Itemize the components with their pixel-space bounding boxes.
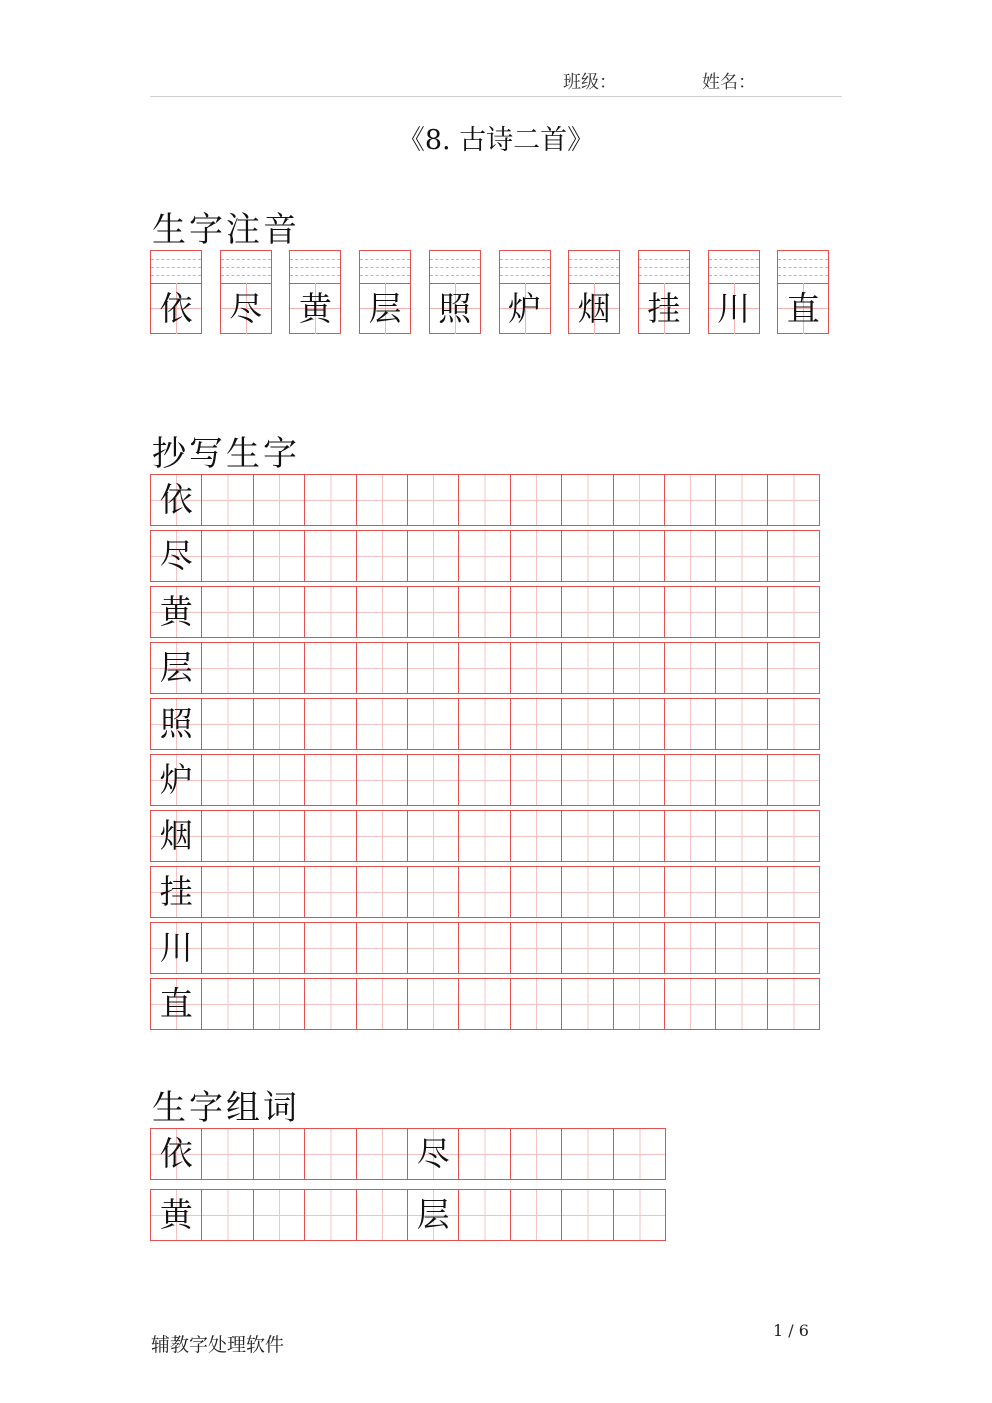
pinyin-character: 川 [709,283,759,334]
writing-cell[interactable] [202,1190,253,1240]
writing-cell[interactable] [768,587,819,637]
model-character-cell[interactable]: 尽 [151,531,202,581]
writing-cell[interactable] [768,755,819,805]
writing-cell[interactable] [408,755,459,805]
writing-cell[interactable] [459,587,510,637]
writing-cell[interactable] [716,643,767,693]
pinyin-writing-lines [221,251,271,284]
writing-cell[interactable] [614,531,665,581]
writing-cell[interactable] [665,867,716,917]
writing-cell[interactable] [459,475,510,525]
section-title-pinyin: 生字注音 [152,210,300,250]
writing-cell[interactable] [357,699,408,749]
writing-cell[interactable] [305,1190,356,1240]
writing-cell[interactable] [511,531,562,581]
writing-cell[interactable] [665,643,716,693]
writing-cell[interactable] [408,923,459,973]
pinyin-character: 照 [430,283,480,334]
writing-cell[interactable] [768,867,819,917]
writing-cell[interactable] [511,643,562,693]
pinyin-box [289,250,341,334]
pinyin-writing-lines [430,251,480,284]
writing-cell[interactable] [305,1129,356,1179]
writing-cell[interactable] [562,587,613,637]
writing-cell[interactable] [408,979,459,1029]
model-character-cell[interactable]: 直 [151,979,202,1029]
writing-cell[interactable] [305,699,356,749]
writing-cell[interactable] [202,475,253,525]
grid-row [150,586,820,638]
pinyin-character: 烟 [569,283,619,334]
model-character-cell[interactable]: 尽 [408,1129,459,1179]
software-label: 辅教字处理软件 [151,1334,285,1356]
writing-cell[interactable] [614,923,665,973]
pinyin-box [499,250,551,334]
pinyin-writing-lines [360,251,410,284]
writing-cell[interactable] [614,587,665,637]
writing-cell[interactable] [562,699,613,749]
grid-row [150,530,820,582]
writing-cell[interactable] [562,755,613,805]
writing-cell[interactable] [254,1129,305,1179]
pinyin-writing-lines [569,251,619,284]
writing-cell[interactable] [665,475,716,525]
writing-cell[interactable] [459,755,510,805]
writing-cell[interactable] [665,699,716,749]
writing-cell[interactable] [716,923,767,973]
writing-cell[interactable] [768,475,819,525]
writing-cell[interactable] [357,1129,408,1179]
pinyin-box [638,250,690,334]
writing-cell[interactable] [254,867,305,917]
writing-cell[interactable] [562,1129,613,1179]
writing-cell[interactable] [614,979,665,1029]
writing-cell[interactable] [768,979,819,1029]
writing-cell[interactable] [202,811,253,861]
writing-cell[interactable] [562,923,613,973]
writing-cell[interactable] [357,923,408,973]
class-label: 班级： [563,72,617,93]
pinyin-box [150,250,202,334]
writing-cell[interactable] [459,979,510,1029]
writing-cell[interactable] [768,643,819,693]
grid-row [150,810,820,862]
writing-cell[interactable] [408,699,459,749]
grid-row [150,866,820,918]
writing-cell[interactable] [716,811,767,861]
writing-cell[interactable] [202,699,253,749]
writing-cell[interactable] [202,643,253,693]
writing-cell[interactable] [459,699,510,749]
writing-cell[interactable] [408,531,459,581]
model-character-cell[interactable]: 依 [151,475,202,525]
writing-cell[interactable] [202,979,253,1029]
model-character-cell[interactable]: 黄 [151,587,202,637]
writing-cell[interactable] [562,867,613,917]
grid-row [150,698,820,750]
writing-cell[interactable] [357,643,408,693]
writing-cell[interactable] [408,475,459,525]
writing-cell[interactable] [305,643,356,693]
writing-cell[interactable] [305,811,356,861]
writing-cell[interactable] [305,531,356,581]
writing-cell[interactable] [357,1190,408,1240]
model-character-cell[interactable]: 挂 [151,867,202,917]
writing-cell[interactable] [202,755,253,805]
writing-cell[interactable] [357,475,408,525]
pinyin-character: 直 [778,283,828,334]
pinyin-character: 层 [360,283,410,334]
pinyin-box [777,250,829,334]
pinyin-box [359,250,411,334]
writing-cell[interactable] [562,979,613,1029]
grid-row [150,1189,666,1241]
pinyin-writing-lines [290,251,340,284]
writing-cell[interactable] [511,755,562,805]
writing-cell[interactable] [716,475,767,525]
pinyin-box [568,250,620,334]
writing-cell[interactable] [665,587,716,637]
writing-cell[interactable] [459,867,510,917]
pinyin-character: 黄 [290,283,340,334]
writing-cell[interactable] [459,531,510,581]
page-number: 1 / 6 [773,1321,809,1340]
writing-cell[interactable] [716,531,767,581]
writing-cell[interactable] [511,1129,562,1179]
writing-cell[interactable] [614,867,665,917]
model-character-cell[interactable]: 层 [151,643,202,693]
writing-cell[interactable] [511,923,562,973]
pinyin-character: 挂 [639,283,689,334]
grid-row [150,642,820,694]
writing-cell[interactable] [202,587,253,637]
writing-cell[interactable] [357,587,408,637]
writing-cell[interactable] [408,811,459,861]
pinyin-character: 炉 [500,283,550,334]
writing-cell[interactable] [459,1129,510,1179]
writing-cell[interactable] [511,475,562,525]
writing-cell[interactable] [614,1129,665,1179]
writing-cell[interactable] [305,475,356,525]
writing-cell[interactable] [562,643,613,693]
writing-cell[interactable] [665,923,716,973]
writing-cell[interactable] [614,699,665,749]
writing-cell[interactable] [357,979,408,1029]
writing-cell[interactable] [716,979,767,1029]
pinyin-box [708,250,760,334]
writing-cell[interactable] [408,867,459,917]
pinyin-writing-lines [639,251,689,284]
pinyin-writing-lines [500,251,550,284]
writing-cell[interactable] [254,755,305,805]
grid-row [150,978,820,1030]
writing-cell[interactable] [459,1190,510,1240]
grid-row [150,922,820,974]
writing-cell[interactable] [562,1190,613,1240]
writing-cell[interactable] [254,531,305,581]
writing-cell[interactable] [254,699,305,749]
model-character-cell[interactable]: 层 [408,1190,459,1240]
writing-cell[interactable] [305,867,356,917]
page-title: 《8. 古诗二首》 [397,125,595,156]
writing-cell[interactable] [716,867,767,917]
writing-cell[interactable] [511,1190,562,1240]
writing-cell[interactable] [768,811,819,861]
pinyin-character: 尽 [221,283,271,334]
writing-cell[interactable] [665,755,716,805]
writing-cell[interactable] [408,643,459,693]
model-character-cell[interactable]: 烟 [151,811,202,861]
name-label: 姓名： [702,72,756,93]
writing-cell[interactable] [305,923,356,973]
grid-row [150,474,820,526]
writing-cell[interactable] [202,923,253,973]
section-title-words: 生字组词 [152,1088,300,1128]
pinyin-writing-lines [778,251,828,284]
writing-cell[interactable] [665,811,716,861]
writing-cell[interactable] [614,755,665,805]
writing-cell[interactable] [254,643,305,693]
model-character-cell[interactable]: 照 [151,699,202,749]
model-character-cell[interactable]: 炉 [151,755,202,805]
writing-cell[interactable] [768,699,819,749]
writing-cell[interactable] [768,531,819,581]
writing-cell[interactable] [562,475,613,525]
writing-cell[interactable] [408,587,459,637]
writing-cell[interactable] [511,811,562,861]
pinyin-writing-lines [709,251,759,284]
pinyin-writing-lines [151,251,201,284]
section-title-copy: 抄写生字 [152,434,300,474]
grid-row [150,754,820,806]
writing-cell[interactable] [511,979,562,1029]
writing-cell[interactable] [459,643,510,693]
writing-cell[interactable] [665,531,716,581]
pinyin-character: 依 [151,283,201,334]
pinyin-box [220,250,272,334]
writing-cell[interactable] [665,979,716,1029]
writing-cell[interactable] [254,979,305,1029]
writing-cell[interactable] [254,811,305,861]
writing-cell[interactable] [716,699,767,749]
writing-cell[interactable] [254,1190,305,1240]
writing-cell[interactable] [202,1129,253,1179]
writing-cell[interactable] [716,755,767,805]
writing-cell[interactable] [511,587,562,637]
writing-cell[interactable] [357,755,408,805]
writing-cell[interactable] [459,923,510,973]
writing-cell[interactable] [202,867,253,917]
writing-cell[interactable] [716,587,767,637]
pinyin-box [429,250,481,334]
writing-cell[interactable] [305,979,356,1029]
writing-cell[interactable] [357,867,408,917]
writing-cell[interactable] [614,1190,665,1240]
model-character-cell[interactable]: 黄 [151,1190,202,1240]
writing-cell[interactable] [614,475,665,525]
model-character-cell[interactable]: 依 [151,1129,202,1179]
writing-cell[interactable] [254,475,305,525]
writing-cell[interactable] [614,811,665,861]
writing-cell[interactable] [562,531,613,581]
writing-cell[interactable] [305,755,356,805]
header-divider [150,96,842,97]
writing-cell[interactable] [614,643,665,693]
writing-cell[interactable] [511,867,562,917]
writing-cell[interactable] [254,587,305,637]
writing-cell[interactable] [511,699,562,749]
grid-row [150,1128,666,1180]
model-character-cell[interactable]: 川 [151,923,202,973]
writing-cell[interactable] [562,811,613,861]
writing-cell[interactable] [305,587,356,637]
writing-cell[interactable] [357,811,408,861]
writing-cell[interactable] [254,923,305,973]
writing-cell[interactable] [357,531,408,581]
writing-cell[interactable] [202,531,253,581]
writing-cell[interactable] [459,811,510,861]
writing-cell[interactable] [768,923,819,973]
